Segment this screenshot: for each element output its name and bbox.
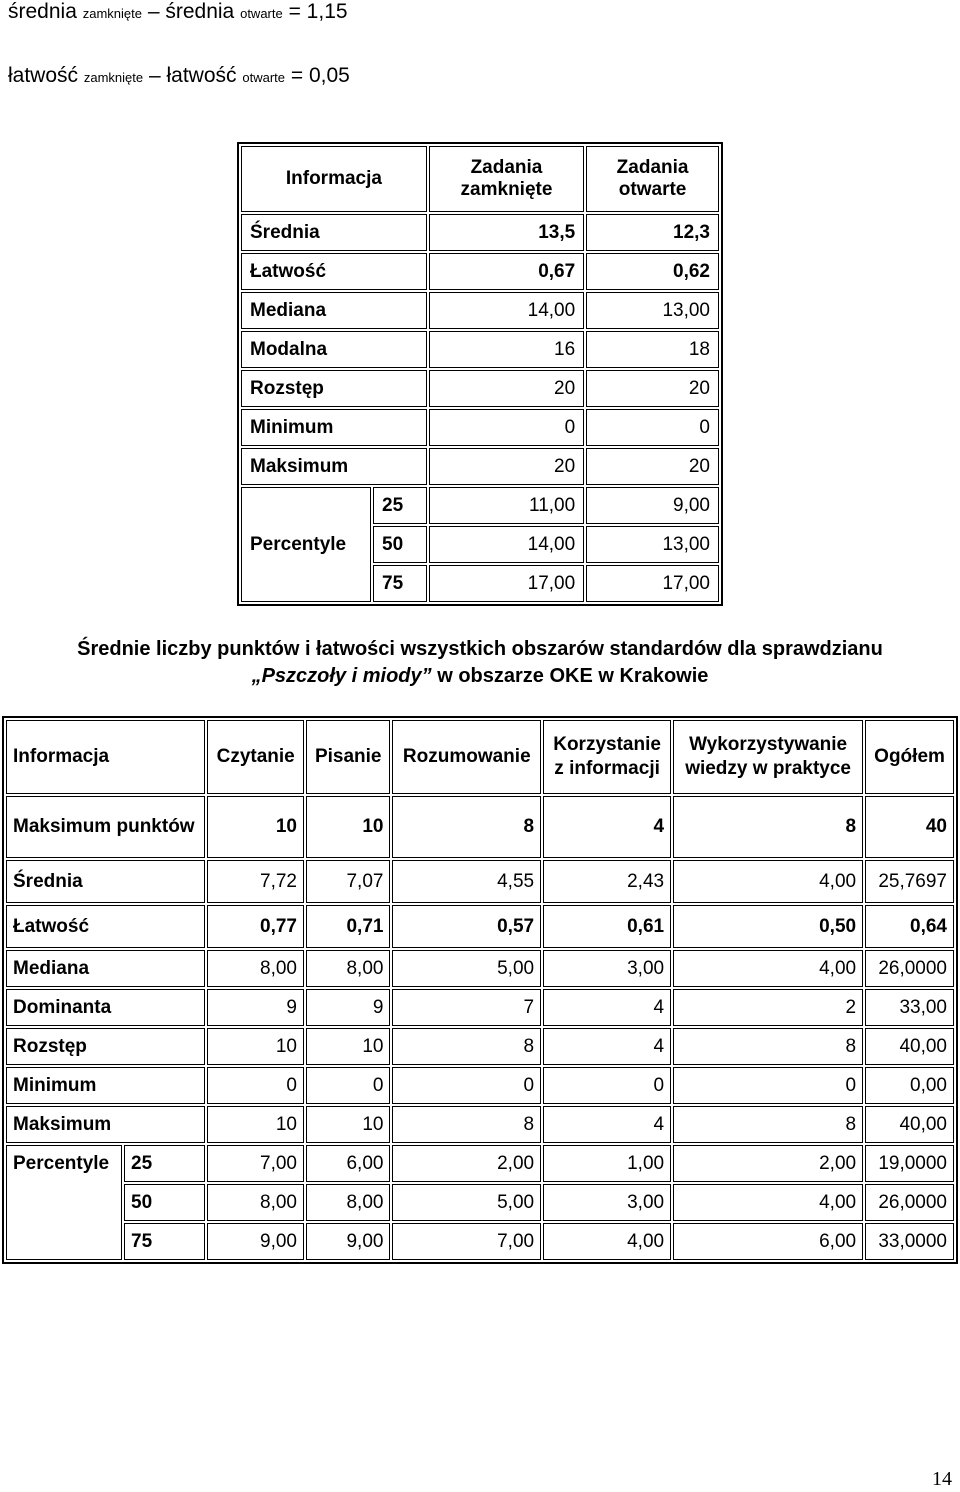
table-row: [6, 1067, 954, 1104]
table-row: [6, 1184, 954, 1221]
value-cell: 33,0000: [865, 1223, 954, 1260]
formula-term: łatwość: [166, 64, 237, 87]
value-cell: 0: [207, 1067, 304, 1104]
value-cell: 10: [306, 1028, 390, 1065]
formula-result: = 1,15: [288, 0, 348, 23]
formula-ease-difference: [8, 64, 350, 88]
row-label: Średnia: [241, 214, 427, 251]
value-cell: 6,00: [673, 1223, 863, 1260]
value-cell: 26,0000: [865, 1184, 954, 1221]
caption-line: Średnie liczby punktów i łatwości wszystkich obszarów standardów dla sprawdzianu: [77, 638, 883, 660]
value-cell: 0,77: [207, 905, 304, 948]
table-row: [241, 409, 719, 446]
value-cell: 4: [543, 796, 671, 858]
header-cell: Pisanie: [306, 720, 390, 794]
value-cell: 7,07: [306, 860, 390, 903]
percentile-rank: 25: [124, 1145, 205, 1182]
row-label: Minimum: [6, 1067, 205, 1104]
value-cell: 9,00: [586, 487, 719, 524]
value-cell: 8: [392, 1028, 541, 1065]
header-cell: Ogółem: [865, 720, 954, 794]
caption-line: [0, 663, 960, 690]
value-cell: 20: [586, 448, 719, 485]
value-cell: 2: [673, 989, 863, 1026]
value-cell: 6,00: [306, 1145, 390, 1182]
value-cell: 8,00: [207, 1184, 304, 1221]
value-cell: 5,00: [392, 950, 541, 987]
caption-test-title: „Pszczoły i miody”: [251, 665, 432, 687]
table-caption: [0, 636, 960, 690]
value-cell: 0,57: [392, 905, 541, 948]
table-row: [241, 253, 719, 290]
value-cell: 8,00: [306, 1184, 390, 1221]
value-cell: 9,00: [306, 1223, 390, 1260]
value-cell: 0,61: [543, 905, 671, 948]
value-cell: 7,00: [392, 1223, 541, 1260]
value-cell: 8: [392, 1106, 541, 1143]
table-row: [241, 448, 719, 485]
row-label: Modalna: [241, 331, 427, 368]
value-cell: 10: [207, 1028, 304, 1065]
value-cell: 0,64: [865, 905, 954, 948]
formula-subscript: otwarte: [240, 6, 283, 21]
value-cell: 8,00: [306, 950, 390, 987]
value-cell: 40: [865, 796, 954, 858]
value-cell: 9,00: [207, 1223, 304, 1260]
value-cell: 14,00: [429, 526, 584, 563]
value-cell: 0,71: [306, 905, 390, 948]
row-label: Maksimum: [6, 1106, 205, 1143]
row-label: Minimum: [241, 409, 427, 446]
value-cell: 18: [586, 331, 719, 368]
row-label: Dominanta: [6, 989, 205, 1026]
table-row: [6, 905, 954, 948]
value-cell: 8: [392, 796, 541, 858]
header-cell: Zadania zamknięte: [429, 146, 584, 212]
value-cell: 7,72: [207, 860, 304, 903]
value-cell: 0,67: [429, 253, 584, 290]
formula-result: = 0,05: [290, 64, 350, 87]
value-cell: 40,00: [865, 1106, 954, 1143]
value-cell: 40,00: [865, 1028, 954, 1065]
row-label: Maksimum punktów: [6, 796, 205, 858]
header-cell: Korzystanie z informacji: [543, 720, 671, 794]
row-label: Rozstęp: [241, 370, 427, 407]
value-cell: 3,00: [543, 1184, 671, 1221]
value-cell: 4,00: [673, 1184, 863, 1221]
summary-table-closed-open: [237, 142, 723, 606]
row-label: Łatwość: [6, 905, 205, 948]
table-row: [241, 331, 719, 368]
value-cell: 7,00: [207, 1145, 304, 1182]
value-cell: 33,00: [865, 989, 954, 1026]
table-row: [241, 214, 719, 251]
row-label: Mediana: [6, 950, 205, 987]
table-row: [6, 989, 954, 1026]
header-cell: Czytanie: [207, 720, 304, 794]
value-cell: 5,00: [392, 1184, 541, 1221]
header-cell: Rozumowanie: [392, 720, 541, 794]
value-cell: 13,00: [586, 526, 719, 563]
value-cell: 4,00: [673, 950, 863, 987]
table-row: [6, 1106, 954, 1143]
percentile-rank: 50: [373, 526, 427, 563]
table-row: [6, 950, 954, 987]
value-cell: 9: [306, 989, 390, 1026]
value-cell: 16: [429, 331, 584, 368]
row-label: Średnia: [6, 860, 205, 903]
value-cell: 10: [207, 1106, 304, 1143]
value-cell: 0: [673, 1067, 863, 1104]
value-cell: 0: [586, 409, 719, 446]
table-row: [6, 1145, 954, 1182]
header-cell: Informacja: [241, 146, 427, 212]
value-cell: 4,00: [543, 1223, 671, 1260]
table-header-row: [241, 146, 719, 212]
value-cell: 11,00: [429, 487, 584, 524]
value-cell: 0,62: [586, 253, 719, 290]
value-cell: 12,3: [586, 214, 719, 251]
value-cell: 0,00: [865, 1067, 954, 1104]
value-cell: 20: [586, 370, 719, 407]
value-cell: 13,00: [586, 292, 719, 329]
page-number: 14: [932, 1468, 952, 1490]
value-cell: 20: [429, 448, 584, 485]
formula-operator: –: [147, 0, 160, 23]
value-cell: 8: [673, 796, 863, 858]
row-label: Mediana: [241, 292, 427, 329]
header-cell: Zadania otwarte: [586, 146, 719, 212]
value-cell: 0: [543, 1067, 671, 1104]
table-row: [6, 860, 954, 903]
value-cell: 10: [306, 796, 390, 858]
table-row: [241, 487, 719, 524]
value-cell: 8: [673, 1106, 863, 1143]
caption-region: w obszarze OKE w Krakowie: [437, 665, 709, 687]
table-row: [6, 1223, 954, 1260]
table-row: [241, 292, 719, 329]
value-cell: 26,0000: [865, 950, 954, 987]
value-cell: 4: [543, 989, 671, 1026]
value-cell: 7: [392, 989, 541, 1026]
value-cell: 9: [207, 989, 304, 1026]
value-cell: 4: [543, 1106, 671, 1143]
value-cell: 3,00: [543, 950, 671, 987]
value-cell: 0,50: [673, 905, 863, 948]
value-cell: 17,00: [429, 565, 584, 602]
value-cell: 20: [429, 370, 584, 407]
row-label: Łatwość: [241, 253, 427, 290]
percentile-rank: 75: [373, 565, 427, 602]
formula-subscript: zamknięte: [83, 70, 144, 85]
formula-subscript: otwarte: [242, 70, 286, 85]
value-cell: 4,55: [392, 860, 541, 903]
row-label: Rozstęp: [6, 1028, 205, 1065]
formula-term: łatwość: [8, 64, 79, 87]
value-cell: 19,0000: [865, 1145, 954, 1182]
table-row: [241, 370, 719, 407]
value-cell: 10: [306, 1106, 390, 1143]
value-cell: 17,00: [586, 565, 719, 602]
formula-operator: –: [148, 64, 161, 87]
value-cell: 14,00: [429, 292, 584, 329]
standards-areas-table: [2, 716, 958, 1264]
table-row: [6, 1028, 954, 1065]
value-cell: 10: [207, 796, 304, 858]
formula-term: średnia: [8, 0, 77, 23]
formula-term: średnia: [165, 0, 235, 23]
value-cell: 8,00: [207, 950, 304, 987]
value-cell: 1,00: [543, 1145, 671, 1182]
header-cell: Wykorzystywanie wiedzy w praktyce: [673, 720, 863, 794]
table-header-row: [6, 720, 954, 794]
value-cell: 0: [306, 1067, 390, 1104]
value-cell: 4,00: [673, 860, 863, 903]
value-cell: 0: [392, 1067, 541, 1104]
percentile-rank: 50: [124, 1184, 205, 1221]
percentile-rank: 75: [124, 1223, 205, 1260]
value-cell: 0: [429, 409, 584, 446]
row-label: Percentyle: [241, 487, 371, 602]
percentile-rank: 25: [373, 487, 427, 524]
value-cell: 4: [543, 1028, 671, 1065]
table-row: [6, 796, 954, 858]
formula-subscript: zamknięte: [82, 6, 142, 21]
value-cell: 2,43: [543, 860, 671, 903]
value-cell: 2,00: [673, 1145, 863, 1182]
value-cell: 2,00: [392, 1145, 541, 1182]
value-cell: 8: [673, 1028, 863, 1065]
row-label: Percentyle: [6, 1145, 122, 1260]
formula-mean-difference: [8, 0, 348, 24]
value-cell: 13,5: [429, 214, 584, 251]
value-cell: 25,7697: [865, 860, 954, 903]
row-label: Maksimum: [241, 448, 427, 485]
header-cell: Informacja: [6, 720, 205, 794]
